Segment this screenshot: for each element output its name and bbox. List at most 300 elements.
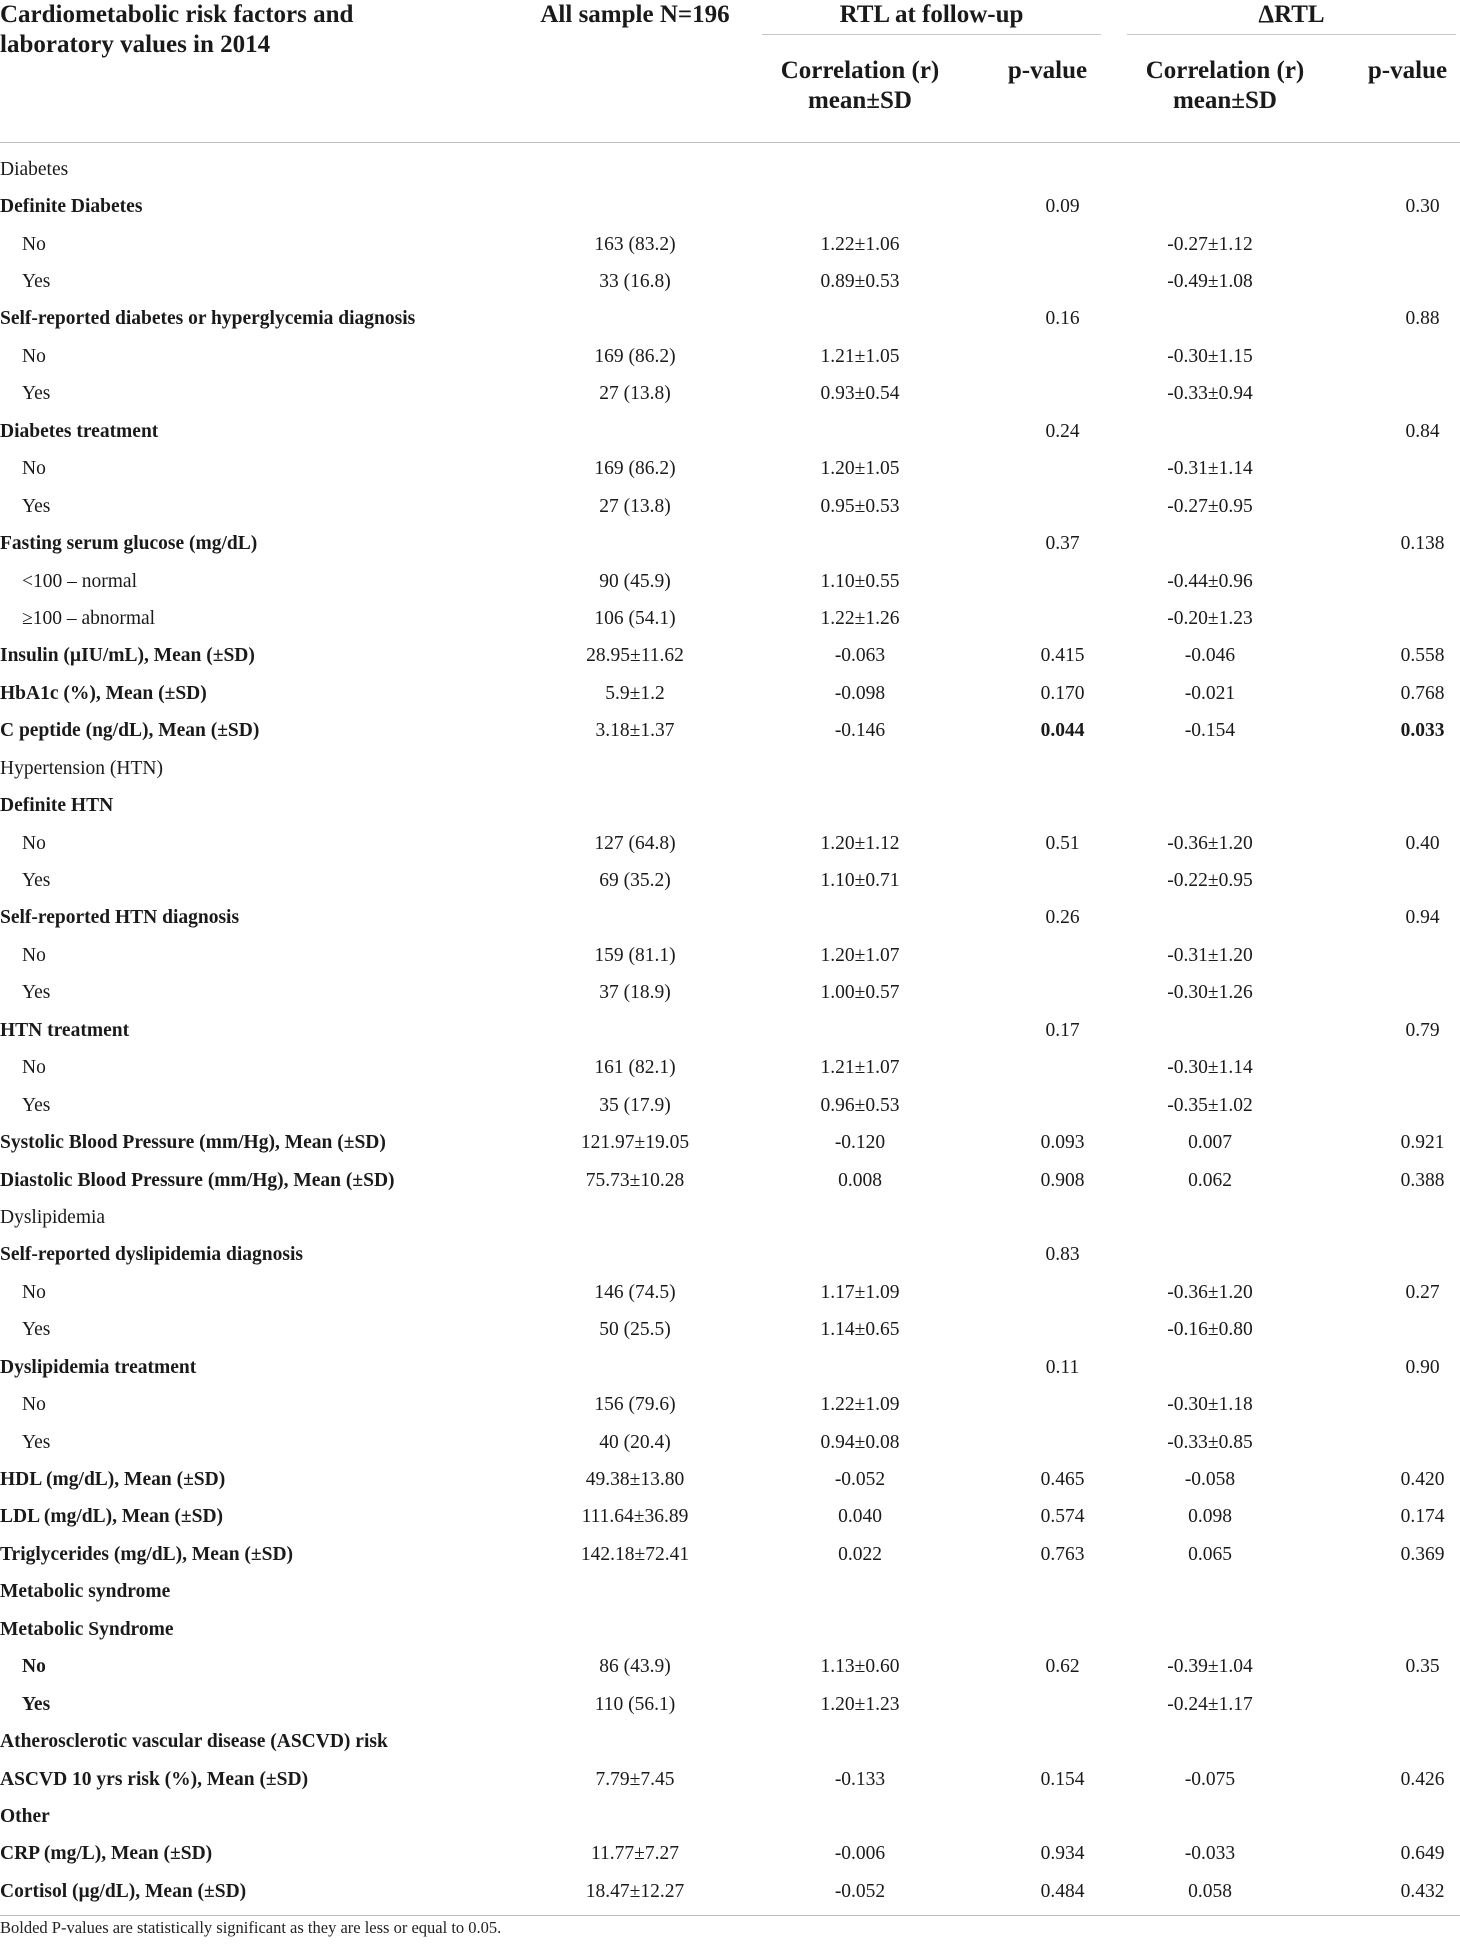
rtl-correlation-cell	[740, 1237, 980, 1274]
delta-rtl-pvalue-cell: 0.426	[1400, 1768, 1445, 1790]
rtl-correlation-cell: 1.20±1.12	[820, 832, 900, 854]
delta-rtl-correlation-cell: -0.30±1.26	[1167, 982, 1253, 1004]
row-label: Yes	[22, 1094, 51, 1116]
delta-rtl-correlation-cell: -0.046	[1184, 645, 1236, 667]
delta-rtl-pvalue-cell: 0.768	[1400, 682, 1445, 704]
table-row	[0, 1349, 1460, 1386]
all-sample-cell	[470, 301, 740, 338]
delta-rtl-pvalue-cell: 0.88	[1405, 308, 1440, 330]
rtl-pvalue-cell	[980, 1723, 1105, 1760]
row-label: No	[22, 832, 46, 854]
rtl-pvalue-cell	[980, 1424, 1105, 1461]
all-sample-cell: 69 (35.2)	[599, 870, 671, 892]
table-row	[0, 1873, 1460, 1915]
row-label: Self-reported dyslipidemia diagnosis	[0, 1244, 304, 1266]
all-sample-cell: 7.79±7.45	[595, 1768, 675, 1790]
delta-rtl-correlation-cell	[1105, 188, 1345, 225]
delta-rtl-pvalue-cell	[1345, 1611, 1460, 1648]
rtl-correlation-cell: -0.052	[740, 1873, 980, 1915]
table-row	[0, 226, 1460, 263]
all-sample-cell	[470, 1798, 740, 1835]
all-sample-cell: 50 (25.5)	[599, 1319, 671, 1341]
row-label: Diastolic Blood Pressure (mm/Hg), Mean (±SD)	[0, 1169, 395, 1191]
table-row	[0, 862, 1460, 899]
all-sample-cell: 5.9±1.2	[605, 682, 665, 704]
delta-rtl-pvalue-cell: 0.84	[1405, 420, 1440, 442]
delta-rtl-pvalue-cell: 0.174	[1400, 1506, 1445, 1528]
row-label: Diabetes	[0, 158, 69, 180]
all-sample-cell: 86 (43.9)	[599, 1656, 671, 1678]
delta-rtl-correlation-cell	[1105, 1574, 1345, 1611]
all-sample-cell	[470, 1237, 740, 1274]
all-sample-cell	[470, 188, 740, 225]
rtl-correlation-cell: -0.120	[834, 1132, 886, 1154]
delta-rtl-pvalue-cell	[1345, 226, 1460, 263]
row-label: No	[22, 1281, 46, 1303]
all-sample-cell: 18.47±12.27	[470, 1873, 740, 1915]
all-sample-cell: 163 (83.2)	[594, 233, 676, 255]
all-sample-cell: 106 (54.1)	[594, 607, 676, 629]
rtl-pvalue-cell: 0.17	[1045, 1019, 1080, 1041]
rtl-correlation-cell	[740, 1349, 980, 1386]
table-body	[0, 143, 1460, 1916]
header-rtl-followup-label: RTL at follow-up	[839, 1, 1024, 28]
delta-rtl-pvalue-cell	[1345, 1723, 1460, 1760]
all-sample-cell	[470, 413, 740, 450]
table-row	[0, 1312, 1460, 1349]
rtl-correlation-cell: 1.10±0.55	[820, 570, 900, 592]
table-row	[0, 376, 1460, 413]
rtl-pvalue-cell	[980, 787, 1105, 824]
all-sample-cell: 11.77±7.27	[591, 1843, 679, 1865]
table-row	[0, 1723, 1460, 1760]
table-row	[0, 413, 1460, 450]
all-sample-cell: 35 (17.9)	[599, 1094, 671, 1116]
delta-rtl-correlation-cell: 0.062	[1188, 1169, 1232, 1191]
table-row	[0, 1237, 1460, 1274]
delta-rtl-correlation-cell	[1105, 1349, 1345, 1386]
delta-rtl-correlation-cell	[1105, 1723, 1345, 1760]
table-row	[0, 1836, 1460, 1873]
delta-rtl-correlation-cell	[1105, 525, 1345, 562]
rtl-correlation-cell	[740, 301, 980, 338]
row-label: Diabetes treatment	[0, 420, 159, 442]
rtl-correlation-cell: 1.13±0.60	[820, 1656, 900, 1678]
delta-rtl-pvalue-cell	[1345, 1312, 1460, 1349]
delta-rtl-correlation-cell: -0.021	[1184, 682, 1236, 704]
table-row	[0, 975, 1460, 1012]
rtl-pvalue-cell: 0.16	[1045, 308, 1080, 330]
rtl-correlation-cell	[740, 787, 980, 824]
rtl-pvalue-cell: 0.093	[1040, 1132, 1085, 1154]
delta-rtl-correlation-cell: -0.36±1.20	[1167, 1281, 1253, 1303]
rtl-pvalue-cell	[980, 600, 1105, 637]
rtl-pvalue-cell	[980, 226, 1105, 263]
all-sample-cell: 27 (13.8)	[599, 383, 671, 405]
delta-rtl-pvalue-cell	[1345, 143, 1460, 189]
table-row	[0, 713, 1460, 750]
table-row	[0, 1124, 1460, 1161]
delta-rtl-correlation-cell: -0.33±0.85	[1167, 1431, 1253, 1453]
row-label: Self-reported HTN diagnosis	[0, 907, 240, 929]
delta-rtl-correlation-cell	[1105, 1012, 1345, 1049]
delta-rtl-correlation-cell	[1105, 1798, 1345, 1835]
row-label: Yes	[22, 271, 51, 293]
rtl-correlation-cell	[740, 143, 980, 189]
header-correlation-2: Correlation (r) mean±SD	[1105, 40, 1345, 143]
table-row	[0, 675, 1460, 712]
rtl-pvalue-cell	[980, 1199, 1105, 1236]
delta-rtl-pvalue-cell: 0.033	[1400, 720, 1445, 742]
delta-rtl-pvalue-cell	[1345, 376, 1460, 413]
all-sample-cell: 161 (82.1)	[594, 1057, 676, 1079]
delta-rtl-correlation-cell: -0.31±1.20	[1167, 944, 1253, 966]
rtl-correlation-cell: 0.89±0.53	[820, 271, 900, 293]
rtl-pvalue-cell	[980, 488, 1105, 525]
all-sample-cell: 169 (86.2)	[594, 345, 676, 367]
table-row	[0, 1199, 1460, 1236]
rtl-pvalue-cell: 0.24	[1045, 420, 1080, 442]
rtl-pvalue-cell: 0.763	[1040, 1543, 1085, 1565]
delta-rtl-pvalue-cell	[1345, 488, 1460, 525]
delta-rtl-pvalue-cell: 0.558	[1400, 645, 1445, 667]
all-sample-cell: 156 (79.6)	[594, 1394, 676, 1416]
row-label: <100 – normal	[22, 570, 137, 592]
delta-rtl-pvalue-cell	[1345, 263, 1460, 300]
rtl-pvalue-cell: 0.415	[1040, 645, 1085, 667]
delta-rtl-correlation-cell: -0.44±0.96	[1167, 570, 1253, 592]
table-row	[0, 1050, 1460, 1087]
delta-rtl-pvalue-cell	[1345, 1686, 1460, 1723]
delta-rtl-pvalue-cell	[1345, 1087, 1460, 1124]
all-sample-cell	[470, 1611, 740, 1648]
delta-rtl-correlation-cell: -0.30±1.15	[1167, 345, 1253, 367]
delta-rtl-correlation-cell: -0.24±1.17	[1167, 1693, 1253, 1715]
rtl-pvalue-cell	[980, 1274, 1105, 1311]
all-sample-cell: 169 (86.2)	[594, 458, 676, 480]
table-row	[0, 638, 1460, 675]
rtl-correlation-cell	[740, 188, 980, 225]
all-sample-cell	[470, 143, 740, 189]
rtl-pvalue-cell	[980, 451, 1105, 488]
rtl-pvalue-cell: 0.574	[1040, 1506, 1085, 1528]
delta-rtl-correlation-cell: -0.31±1.14	[1167, 458, 1253, 480]
rtl-pvalue-cell: 0.154	[1040, 1768, 1085, 1790]
delta-rtl-correlation-cell	[1105, 900, 1345, 937]
table-row	[0, 825, 1460, 862]
delta-rtl-pvalue-cell: 0.27	[1405, 1281, 1440, 1303]
all-sample-cell: 110 (56.1)	[594, 1693, 676, 1715]
row-label: Yes	[22, 982, 51, 1004]
rtl-pvalue-cell	[980, 1312, 1105, 1349]
rtl-pvalue-cell	[980, 376, 1105, 413]
delta-rtl-correlation-cell: 0.058	[1105, 1873, 1345, 1915]
table-row	[0, 1012, 1460, 1049]
rtl-pvalue-cell	[980, 937, 1105, 974]
rtl-correlation-cell	[740, 1611, 980, 1648]
rtl-pvalue-cell	[980, 1087, 1105, 1124]
header-rtl-followup	[740, 0, 1105, 40]
table-row	[0, 488, 1460, 525]
rtl-correlation-cell: -0.146	[834, 720, 886, 742]
delta-rtl-pvalue-cell	[1345, 975, 1460, 1012]
rtl-pvalue-cell: 0.26	[1045, 907, 1080, 929]
rtl-correlation-cell	[740, 750, 980, 787]
delta-rtl-correlation-cell: -0.16±0.80	[1167, 1319, 1253, 1341]
row-label: Dyslipidemia	[0, 1206, 106, 1228]
delta-rtl-pvalue-cell	[1345, 600, 1460, 637]
rtl-pvalue-cell	[980, 1686, 1105, 1723]
delta-rtl-correlation-cell	[1105, 1611, 1345, 1648]
rtl-correlation-cell	[740, 1012, 980, 1049]
rtl-pvalue-cell: 0.11	[1045, 1356, 1080, 1378]
row-label: LDL (mg/dL), Mean (±SD)	[0, 1506, 224, 1528]
rtl-correlation-cell: -0.133	[834, 1768, 886, 1790]
rtl-correlation-cell: 0.93±0.54	[820, 383, 900, 405]
delta-rtl-correlation-cell: -0.27±0.95	[1167, 495, 1253, 517]
row-label: Hypertension (HTN)	[0, 757, 163, 779]
rtl-correlation-cell: 0.022	[838, 1543, 882, 1565]
all-sample-cell: 146 (74.5)	[594, 1281, 676, 1303]
table-row	[0, 338, 1460, 375]
table-row	[0, 563, 1460, 600]
rtl-correlation-cell: 1.20±1.05	[820, 458, 900, 480]
rtl-pvalue-cell	[980, 1386, 1105, 1423]
all-sample-cell: 111.64±36.89	[581, 1506, 689, 1528]
delta-rtl-correlation-cell: -0.033	[1184, 1843, 1236, 1865]
rtl-correlation-cell: 1.10±0.71	[820, 870, 900, 892]
header-pvalue-1: p-value	[980, 40, 1105, 143]
row-label: No	[22, 233, 46, 255]
delta-rtl-pvalue-cell: 0.40	[1405, 832, 1440, 854]
delta-rtl-pvalue-cell: 0.30	[1405, 196, 1440, 218]
row-label: Self-reported diabetes or hyperglycemia diagnosis	[0, 308, 416, 330]
table-row	[0, 301, 1460, 338]
delta-rtl-pvalue-cell	[1345, 1386, 1460, 1423]
row-label: Yes	[22, 1319, 51, 1341]
all-sample-cell	[470, 1349, 740, 1386]
rtl-pvalue-cell: 0.484	[980, 1873, 1105, 1915]
table-row	[0, 1274, 1460, 1311]
delta-rtl-pvalue-cell: 0.420	[1400, 1469, 1445, 1491]
rtl-pvalue-cell	[980, 1798, 1105, 1835]
table-row	[0, 143, 1460, 189]
all-sample-cell: 159 (81.1)	[594, 944, 676, 966]
row-label: Insulin (µIU/mL), Mean (±SD)	[0, 645, 255, 667]
rtl-correlation-cell: -0.098	[834, 682, 886, 704]
delta-rtl-pvalue-cell: 0.369	[1400, 1543, 1445, 1565]
rtl-pvalue-cell	[980, 750, 1105, 787]
delta-rtl-correlation-cell: -0.058	[1184, 1469, 1236, 1491]
all-sample-cell: 75.73±10.28	[585, 1169, 685, 1191]
delta-rtl-correlation-cell: -0.36±1.20	[1167, 832, 1253, 854]
rtl-correlation-cell: 1.21±1.05	[820, 345, 900, 367]
delta-rtl-pvalue-cell: 0.94	[1405, 907, 1440, 929]
header-all-sample: All sample N=196	[470, 0, 740, 143]
rtl-pvalue-cell: 0.044	[1040, 720, 1085, 742]
rtl-pvalue-cell: 0.934	[1040, 1843, 1085, 1865]
row-label: Other	[0, 1805, 50, 1827]
all-sample-cell: 142.18±72.41	[580, 1543, 690, 1565]
header-risk-factors: Cardiometabolic risk factors and laboratory values in 2014	[0, 0, 470, 143]
table-row	[0, 451, 1460, 488]
all-sample-cell: 121.97±19.05	[580, 1132, 690, 1154]
row-label: Metabolic syndrome	[0, 1581, 171, 1603]
all-sample-cell: 40 (20.4)	[599, 1431, 671, 1453]
row-label: HbA1c (%), Mean (±SD)	[0, 682, 207, 704]
rtl-pvalue-cell: 0.62	[1045, 1656, 1080, 1678]
header-delta-rtl	[1105, 0, 1460, 40]
table-row	[0, 1611, 1460, 1648]
rtl-correlation-cell	[740, 413, 980, 450]
row-label: Yes	[22, 1693, 51, 1715]
rtl-correlation-cell: 1.17±1.09	[820, 1281, 900, 1303]
table-row	[0, 1386, 1460, 1423]
rtl-correlation-cell: 0.94±0.08	[820, 1431, 900, 1453]
rtl-correlation-cell	[740, 1723, 980, 1760]
table-row	[0, 1798, 1460, 1835]
all-sample-cell	[470, 750, 740, 787]
delta-rtl-correlation-cell	[1105, 413, 1345, 450]
row-label: Yes	[22, 1431, 51, 1453]
delta-rtl-pvalue-cell: 0.649	[1400, 1843, 1445, 1865]
delta-rtl-pvalue-cell	[1345, 338, 1460, 375]
row-label: No	[22, 944, 46, 966]
delta-rtl-pvalue-cell	[1345, 451, 1460, 488]
rtl-correlation-cell	[740, 1199, 980, 1236]
all-sample-cell	[470, 1574, 740, 1611]
all-sample-cell	[470, 1199, 740, 1236]
rtl-correlation-cell: -0.063	[834, 645, 886, 667]
all-sample-cell	[470, 1012, 740, 1049]
rtl-correlation-cell	[740, 1574, 980, 1611]
rtl-correlation-cell: 1.20±1.07	[820, 944, 900, 966]
table-row	[0, 1574, 1460, 1611]
row-label: HDL (mg/dL), Mean (±SD)	[0, 1469, 226, 1491]
table-row	[0, 1087, 1460, 1124]
row-label: Definite Diabetes	[0, 196, 143, 218]
table-row	[0, 1649, 1460, 1686]
rtl-correlation-cell: -0.052	[834, 1469, 886, 1491]
rtl-pvalue-cell	[980, 143, 1105, 189]
delta-rtl-pvalue-cell	[1345, 1199, 1460, 1236]
delta-rtl-pvalue-cell: 0.79	[1405, 1019, 1440, 1041]
row-label: No	[22, 1656, 46, 1678]
table-row	[0, 1761, 1460, 1798]
rtl-pvalue-cell	[980, 263, 1105, 300]
delta-rtl-correlation-cell: -0.30±1.18	[1167, 1394, 1253, 1416]
footnote: Bolded P-values are statistically significant as they are less or equal to 0.05.	[0, 1918, 502, 1937]
rtl-correlation-cell: 1.22±1.09	[820, 1394, 900, 1416]
row-label: Atherosclerotic vascular disease (ASCVD) risk	[0, 1731, 388, 1753]
rtl-pvalue-cell: 0.37	[1045, 533, 1080, 555]
delta-rtl-correlation-cell: -0.20±1.23	[1167, 607, 1253, 629]
rtl-pvalue-cell	[980, 1050, 1105, 1087]
table-row	[0, 787, 1460, 824]
table-row	[0, 937, 1460, 974]
rtl-pvalue-cell: 0.170	[1040, 682, 1085, 704]
delta-rtl-correlation-cell	[1105, 787, 1345, 824]
all-sample-cell: 127 (64.8)	[594, 832, 676, 854]
rtl-correlation-cell: 1.22±1.26	[820, 607, 900, 629]
table-row	[0, 600, 1460, 637]
rtl-pvalue-cell: 0.83	[1045, 1244, 1080, 1266]
rtl-correlation-cell: 1.00±0.57	[820, 982, 900, 1004]
delta-rtl-pvalue-cell	[1345, 1237, 1460, 1274]
all-sample-cell: 90 (45.9)	[599, 570, 671, 592]
rtl-correlation-cell: 1.20±1.23	[820, 1693, 900, 1715]
table-row	[0, 1686, 1460, 1723]
rtl-pvalue-cell	[980, 338, 1105, 375]
delta-rtl-correlation-cell: -0.30±1.14	[1167, 1057, 1253, 1079]
rtl-pvalue-cell: 0.09	[1045, 196, 1080, 218]
rtl-correlation-cell	[740, 525, 980, 562]
table-row	[0, 188, 1460, 225]
delta-rtl-correlation-cell: -0.39±1.04	[1167, 1656, 1253, 1678]
rtl-correlation-cell: 0.96±0.53	[820, 1094, 900, 1116]
delta-rtl-pvalue-cell: 0.35	[1405, 1656, 1440, 1678]
delta-rtl-correlation-cell: 0.065	[1188, 1543, 1232, 1565]
delta-rtl-pvalue-cell: 0.432	[1345, 1873, 1460, 1915]
rtl-correlation-cell: 0.040	[838, 1506, 882, 1528]
delta-rtl-correlation-cell: 0.098	[1188, 1506, 1232, 1528]
row-label: HTN treatment	[0, 1019, 130, 1041]
delta-rtl-correlation-cell: -0.27±1.12	[1167, 233, 1253, 255]
delta-rtl-correlation-cell: -0.49±1.08	[1167, 271, 1253, 293]
row-label: Systolic Blood Pressure (mm/Hg), Mean (±SD)	[0, 1132, 386, 1154]
rtl-pvalue-cell	[980, 1574, 1105, 1611]
delta-rtl-correlation-cell: 0.007	[1188, 1132, 1232, 1154]
row-label: No	[22, 1394, 46, 1416]
delta-rtl-pvalue-cell	[1345, 862, 1460, 899]
rtl-pvalue-cell	[980, 563, 1105, 600]
row-label: Yes	[22, 383, 51, 405]
row-label: Dyslipidemia treatment	[0, 1356, 197, 1378]
header-delta-rtl-label: ΔRTL	[1258, 1, 1325, 28]
delta-rtl-correlation-cell	[1105, 1199, 1345, 1236]
all-sample-cell: 3.18±1.37	[595, 720, 675, 742]
row-label: C peptide (ng/dL), Mean (±SD)	[0, 720, 260, 742]
delta-rtl-correlation-cell: -0.33±0.94	[1167, 383, 1253, 405]
table-row	[0, 1424, 1460, 1461]
row-label: Fasting serum glucose (mg/dL)	[0, 533, 258, 555]
table-row	[0, 1536, 1460, 1573]
rtl-pvalue-cell	[980, 862, 1105, 899]
row-label: No	[22, 345, 46, 367]
delta-rtl-pvalue-cell: 0.90	[1405, 1356, 1440, 1378]
row-label: No	[22, 1057, 46, 1079]
row-label: ASCVD 10 yrs risk (%), Mean (±SD)	[0, 1768, 309, 1790]
table-row	[0, 1461, 1460, 1498]
delta-rtl-pvalue-cell: 0.388	[1400, 1169, 1445, 1191]
delta-rtl-pvalue-cell: 0.138	[1400, 533, 1445, 555]
delta-rtl-correlation-cell: -0.22±0.95	[1167, 870, 1253, 892]
table-row	[0, 750, 1460, 787]
row-label: No	[22, 458, 46, 480]
rtl-pvalue-cell	[980, 1611, 1105, 1648]
delta-rtl-pvalue-cell	[1345, 750, 1460, 787]
delta-rtl-correlation-cell	[1105, 301, 1345, 338]
all-sample-cell: 28.95±11.62	[586, 645, 684, 667]
delta-rtl-pvalue-cell	[1345, 1798, 1460, 1835]
table-row	[0, 900, 1460, 937]
table-row	[0, 263, 1460, 300]
rtl-correlation-cell	[740, 1798, 980, 1835]
row-label: Triglycerides (mg/dL), Mean (±SD)	[0, 1543, 294, 1565]
delta-rtl-correlation-cell	[1105, 750, 1345, 787]
table-header	[0, 0, 1460, 143]
delta-rtl-correlation-cell	[1105, 143, 1345, 189]
